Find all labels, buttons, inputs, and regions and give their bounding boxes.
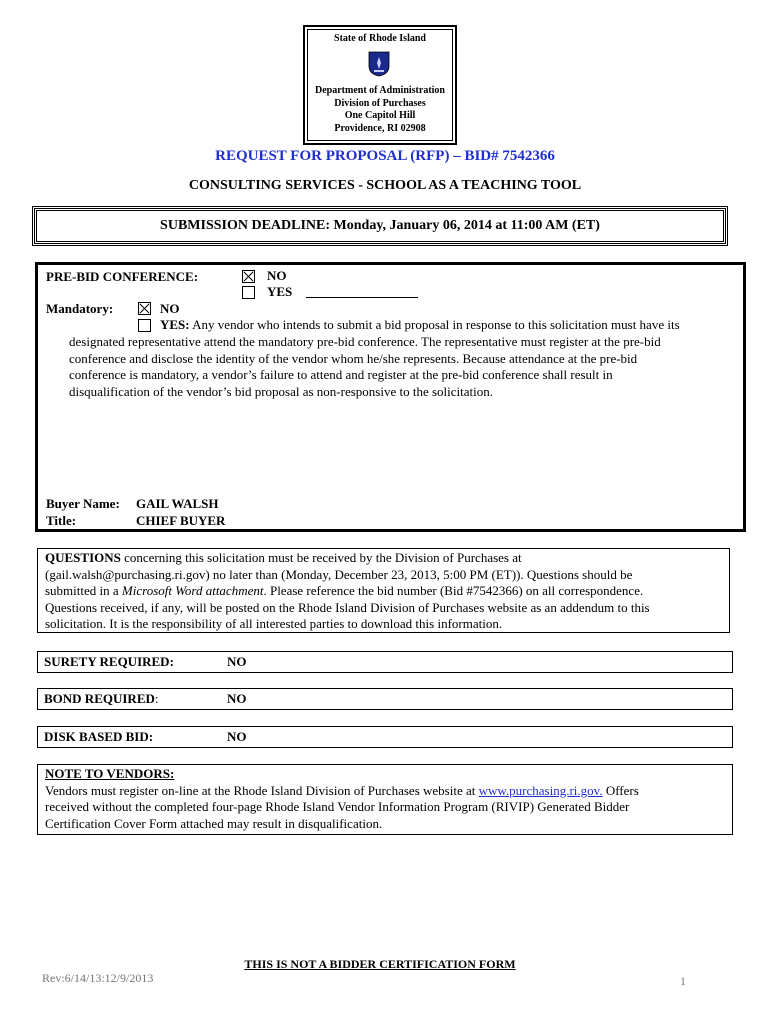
revision-code: Rev:6/14/13:12/9/2013	[42, 971, 154, 985]
buyer-title-value: CHIEF BUYER	[136, 513, 226, 528]
mandatory-yes-continued	[69, 334, 741, 400]
questions-line-5: solicitation. It is the responsibility of all interested parties to download this information.	[45, 616, 503, 631]
dept-line: One Capitol Hill	[344, 110, 416, 121]
buyer-name-value: GAIL WALSH	[136, 496, 219, 511]
para-line: designated representative attend the mandatory pre-bid conference. The representative must register at the pre-bid	[69, 334, 661, 349]
submission-deadline-box	[34, 208, 726, 244]
disk-row	[37, 726, 733, 748]
questions-heading: QUESTIONS	[45, 550, 121, 565]
disk-label: DISK BASED BID:	[44, 729, 154, 744]
dept-line: Department of Administration	[315, 85, 445, 96]
note-text: Vendors must register on-line at the Rhode Island Division of Purchases website at	[45, 782, 479, 798]
questions-line-4: Questions received, if any, will be posted on the Rhode Island Division of Purchases website as an addendum to this	[45, 599, 650, 615]
state-name: State of Rhode Island	[334, 33, 426, 44]
para-line: conference is mandatory, a vendor’s failure to attend and register at the pre-bid conference shall result in	[69, 367, 613, 382]
bond-label-text: BOND REQUIRED	[44, 691, 155, 706]
questions-line-2: (gail.walsh@purchasing.ri.gov) no later than (Monday, December 23, 2013, 5:00 PM (ET)). Questions should be	[45, 566, 633, 582]
mandatory-yes-label: YES:	[160, 317, 190, 332]
prebid-yes-blank	[306, 297, 418, 298]
para-line: conference and disclose the identity of the vendor whom he/she represents. Because attendance at the pre-bid	[69, 350, 638, 366]
note-text: Offers	[602, 782, 639, 798]
prebid-yes-label: YES	[267, 284, 293, 299]
surety-label: SURETY REQUIRED:	[44, 654, 174, 669]
dept-line: Division of Purchases	[334, 97, 426, 109]
state-seal-icon	[368, 51, 390, 77]
note-line-1	[45, 783, 732, 800]
note-heading: NOTE TO VENDORS:	[45, 766, 175, 781]
submission-deadline: SUBMISSION DEADLINE: Monday, January 06, 2014 at 11:00 AM (ET)	[160, 218, 600, 233]
buyer-title-label: Title:	[46, 513, 77, 528]
note-line-3: Certification Cover Form attached may result in disqualification.	[45, 815, 383, 831]
prebid-no-checkbox[interactable]	[242, 270, 255, 283]
bond-row	[37, 688, 733, 710]
note-line-2: received without the completed four-page Rhode Island Vendor Information Program (RIVIP) Generated Bidder	[45, 799, 630, 814]
mandatory-yes-text	[160, 317, 740, 334]
agency-header-box	[303, 25, 457, 145]
prebid-label: PRE-BID CONFERENCE:	[46, 269, 199, 284]
questions-text: concerning this solicitation must be received by the Division of Purchases at	[120, 550, 522, 565]
mandatory-no-checkbox[interactable]	[138, 302, 151, 315]
mandatory-yes-desc: Any vendor who intends to submit a bid proposal in response to this solicitation must have its	[192, 317, 680, 332]
rfp-subtitle: CONSULTING SERVICES - SCHOOL AS A TEACHING TOOL	[188, 178, 582, 193]
department-address	[305, 85, 455, 135]
surety-row	[37, 651, 733, 673]
questions-line-1	[45, 550, 729, 567]
buyer-name-label: Buyer Name:	[46, 496, 120, 511]
mandatory-no-label: NO	[160, 301, 180, 316]
questions-text: . Please reference the bid number (Bid #7542366) on all correspondence.	[263, 583, 644, 598]
mandatory-yes-checkbox[interactable]	[138, 319, 151, 332]
purchasing-website-link[interactable]: www.purchasing.ri.gov.	[478, 782, 603, 798]
para-line: disqualification of the vendor’s bid proposal as non-responsive to the solicitation.	[69, 383, 493, 399]
surety-value: NO	[227, 654, 247, 669]
mandatory-label: Mandatory:	[46, 301, 114, 316]
questions-text: submitted in a	[45, 583, 122, 598]
prebid-yes-checkbox[interactable]	[242, 286, 255, 299]
rfp-title: REQUEST FOR PROPOSAL (RFP) – BID# 7542366	[215, 148, 555, 164]
prebid-no-label: NO	[267, 268, 287, 283]
disk-value: NO	[227, 729, 247, 744]
page-number: 1	[680, 974, 686, 988]
prebid-conference-box	[35, 262, 746, 532]
bidder-certification-notice: THIS IS NOT A BIDDER CERTIFICATION FORM	[244, 957, 516, 971]
dept-line: Providence, RI 02908	[334, 122, 426, 134]
questions-box	[37, 548, 730, 633]
bond-label-colon: :	[154, 691, 159, 706]
bond-label	[44, 691, 159, 707]
questions-line-3	[45, 583, 729, 600]
questions-emphasis: Microsoft Word attachment	[121, 583, 264, 598]
bond-value: NO	[227, 691, 247, 706]
note-to-vendors-box	[37, 764, 733, 835]
